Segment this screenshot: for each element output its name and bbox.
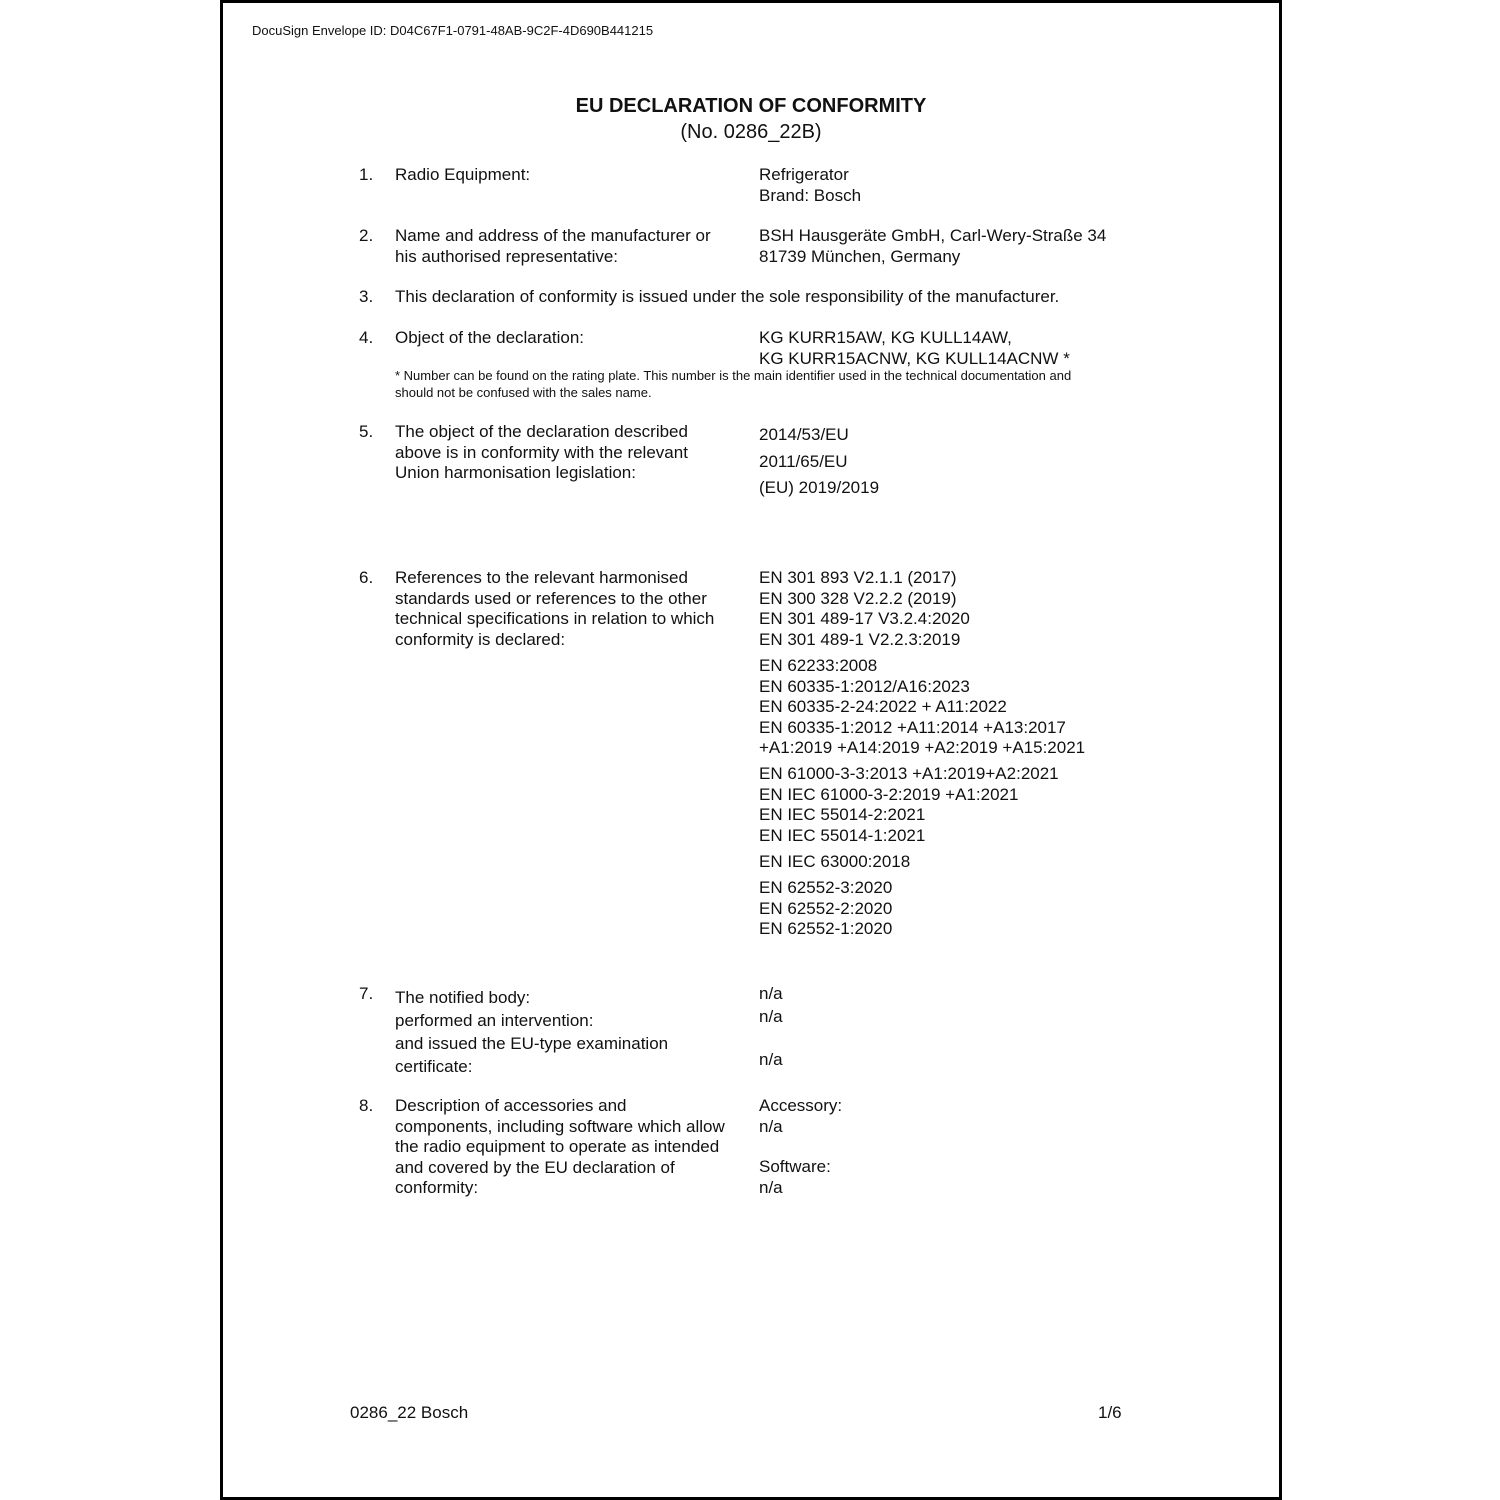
document-title: EU DECLARATION OF CONFORMITY bbox=[575, 95, 927, 117]
footer-page-number: 1/6 bbox=[1098, 1403, 1122, 1422]
item-8-label: Description of accessories and components, including software which allow the radio equipment to operate as intended and covered by the EU declaration of conformity: bbox=[395, 1096, 725, 1197]
item-4-number: 4. bbox=[359, 328, 374, 347]
item-6-standards-safety: EN 62233:2008 EN 60335-1:2012/A16:2023 EN 60335-2-24:2022 + A11:2022 EN 60335-1:2012 +A11:2014 +A13:2017 +A1:2019 +A14:2019 +A2:2019 +A15:2021 bbox=[759, 656, 1086, 757]
item-2-number: 2. bbox=[359, 226, 374, 245]
envelope-id: DocuSign Envelope ID: D04C67F1-0791-48AB-9C2F-4D690B441215 bbox=[252, 23, 654, 38]
item-7-label: The notified body: performed an intervention: and issued the EU-type examination certificate: bbox=[395, 988, 669, 1076]
item-1-label: Radio Equipment: bbox=[395, 165, 531, 184]
item-4-value: KG KURR15AW, KG KULL14AW, KG KURR15ACNW, KG KULL14ACNW * bbox=[759, 328, 1070, 368]
item-7-value-intervention: n/a bbox=[759, 1007, 783, 1026]
item-6-number: 6. bbox=[359, 568, 374, 587]
item-8-number: 8. bbox=[359, 1096, 374, 1115]
item-6-label: References to the relevant harmonised standards used or references to the other technical specifications in relation to which conformity is declared: bbox=[395, 568, 715, 649]
item-1-value: Refrigerator Brand: Bosch bbox=[759, 165, 862, 205]
item-6-standards-radio: EN 301 893 V2.1.1 (2017) EN 300 328 V2.2.2 (2019) EN 301 489-17 V3.2.4:2020 EN 301 489-1 V2.2.3:2019 bbox=[759, 568, 970, 649]
item-4-footnote: * Number can be found on the rating plate. This number is the main identifier used in the technical documentation and should not be confused with the sales name. bbox=[395, 368, 1072, 400]
document-page bbox=[220, 0, 1282, 1500]
item-3-label: This declaration of conformity is issued under the sole responsibility of the manufacturer. bbox=[395, 287, 1060, 306]
item-8-software: Software: n/a bbox=[759, 1157, 831, 1197]
item-6-standards-energy: EN 62552-3:2020 EN 62552-2:2020 EN 62552-1:2020 bbox=[759, 878, 893, 938]
item-2-value: BSH Hausgeräte GmbH, Carl-Wery-Straße 34 81739 München, Germany bbox=[759, 226, 1107, 266]
item-5-label: The object of the declaration described above is in conformity with the relevant Union harmonisation legislation: bbox=[395, 422, 688, 482]
item-7-value-notified-body: n/a bbox=[759, 984, 783, 1003]
item-5-value: 2014/53/EU 2011/65/EU (EU) 2019/2019 bbox=[759, 425, 880, 497]
item-8-accessory: Accessory: n/a bbox=[759, 1096, 843, 1136]
item-7-value-certificate: n/a bbox=[759, 1050, 783, 1069]
footer-document-ref: 0286_22 Bosch bbox=[350, 1403, 469, 1422]
item-4-label: Object of the declaration: bbox=[395, 328, 585, 347]
item-1-number: 1. bbox=[359, 165, 374, 184]
item-7-number: 7. bbox=[359, 984, 374, 1003]
item-5-number: 5. bbox=[359, 422, 374, 441]
item-2-label: Name and address of the manufacturer or his authorised representative: bbox=[395, 226, 711, 266]
document-number: (No. 0286_22B) bbox=[680, 121, 822, 143]
item-6-standards-emc: EN 61000-3-3:2013 +A1:2019+A2:2021 EN IEC 61000-3-2:2019 +A1:2021 EN IEC 55014-2:2021 EN IEC 55014-1:2021 bbox=[759, 764, 1059, 845]
item-6-standards-rohs: EN IEC 63000:2018 bbox=[759, 852, 911, 871]
item-3-number: 3. bbox=[359, 287, 374, 306]
